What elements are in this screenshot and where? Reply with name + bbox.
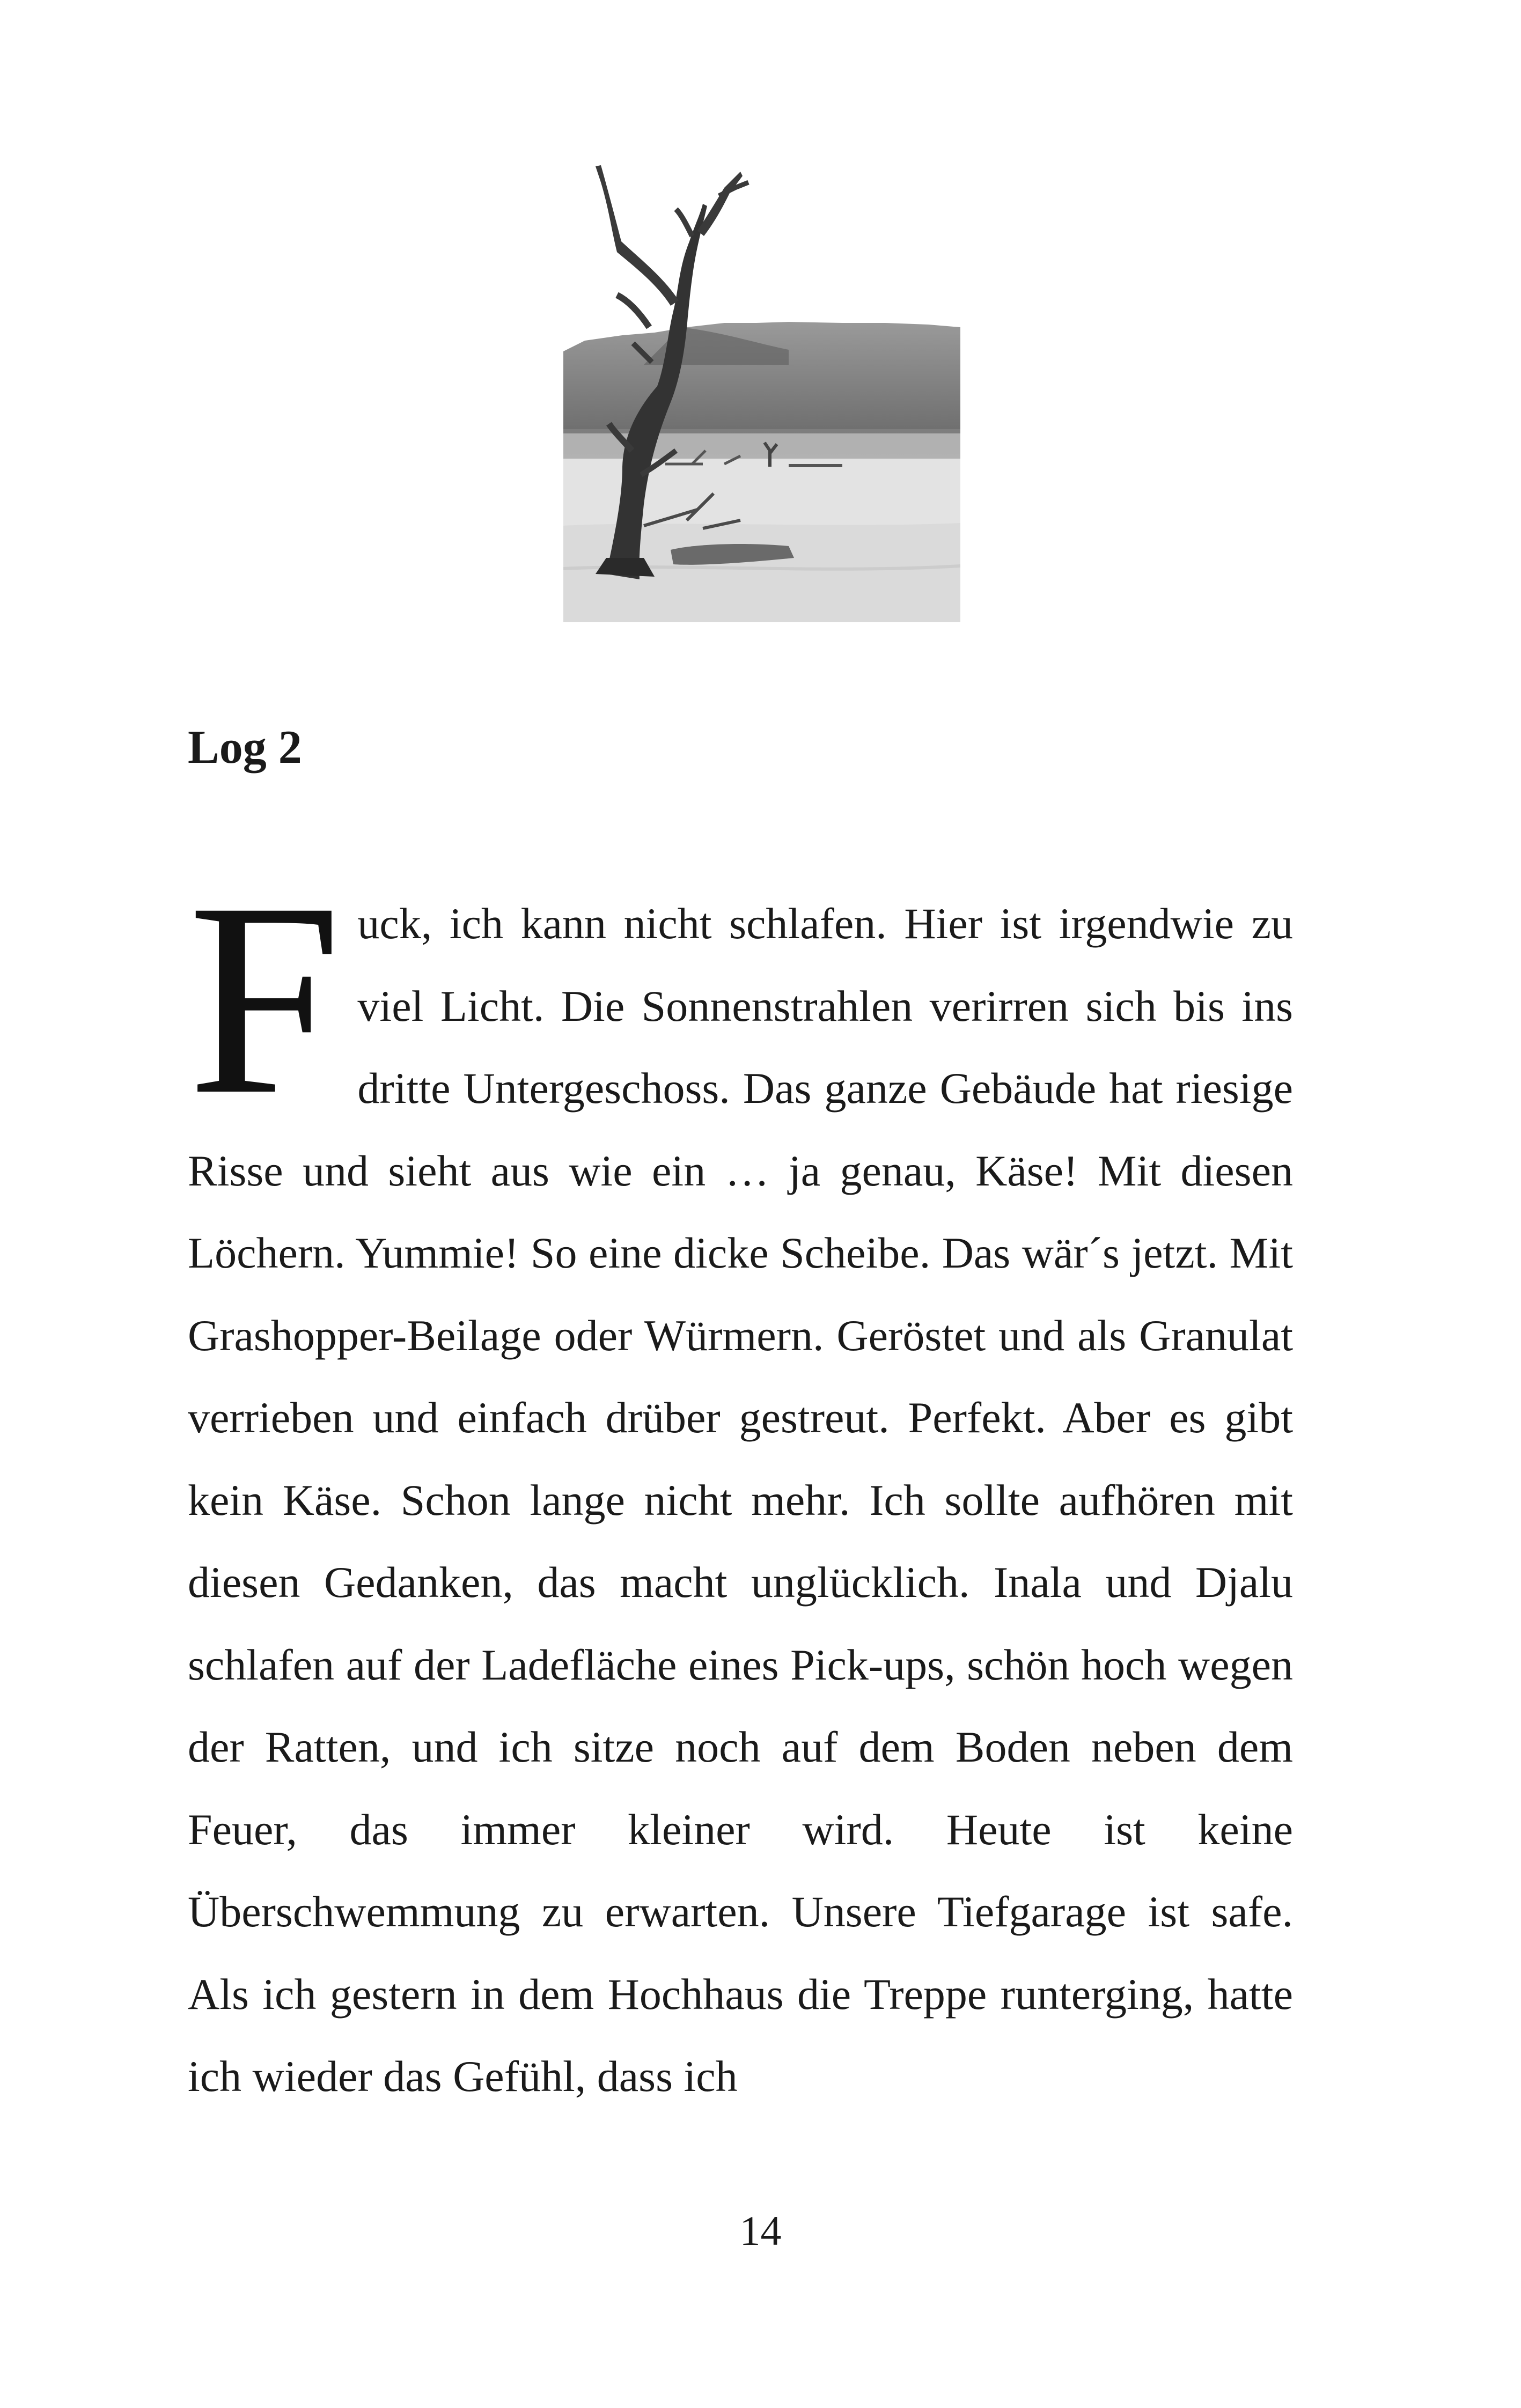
drop-cap-initial: F — [188, 846, 342, 1152]
chapter-title: Log 2 — [188, 721, 302, 774]
chapter-body — [188, 846, 1293, 2118]
dune-range — [563, 322, 960, 433]
body-paragraph: uck, ich kann nicht schlafen. Hier ist irgendwie zu viel Licht. Die Sonnenstrahlen verirren sich bis ins dritte Untergeschoss. Das ganze Gebäude hat riesige Risse und sieht aus wie ein … ja genau, Käse! Mit diesen Löchern. Yummie! So eine dicke Scheibe. Das wär´s jetzt. Mit Grashopper-Beilage oder Würmern. Geröstet und als Granulat verrieben und einfach drüber gestreut. Perfekt. Aber es gibt kein Käse. Schon lange nicht mehr. Ich sollte aufhören mit diesen Gedanken, das macht unglücklich. Inala und Djalu schlafen auf der Ladefläche eines Pick-ups, schön hoch wegen der Ratten, und ich sitze noch auf dem Boden neben dem Feuer, das immer kleiner wird. Heute ist keine Überschwemmung zu erwarten. Unsere Tiefgarage ist safe. Als ich gestern in dem Hochhaus die Treppe runterging, hatte ich wieder das Gefühl, dass ich — [188, 899, 1293, 2101]
page-number: 14 — [739, 2207, 782, 2254]
dead-tree-desert-photo — [563, 150, 960, 622]
